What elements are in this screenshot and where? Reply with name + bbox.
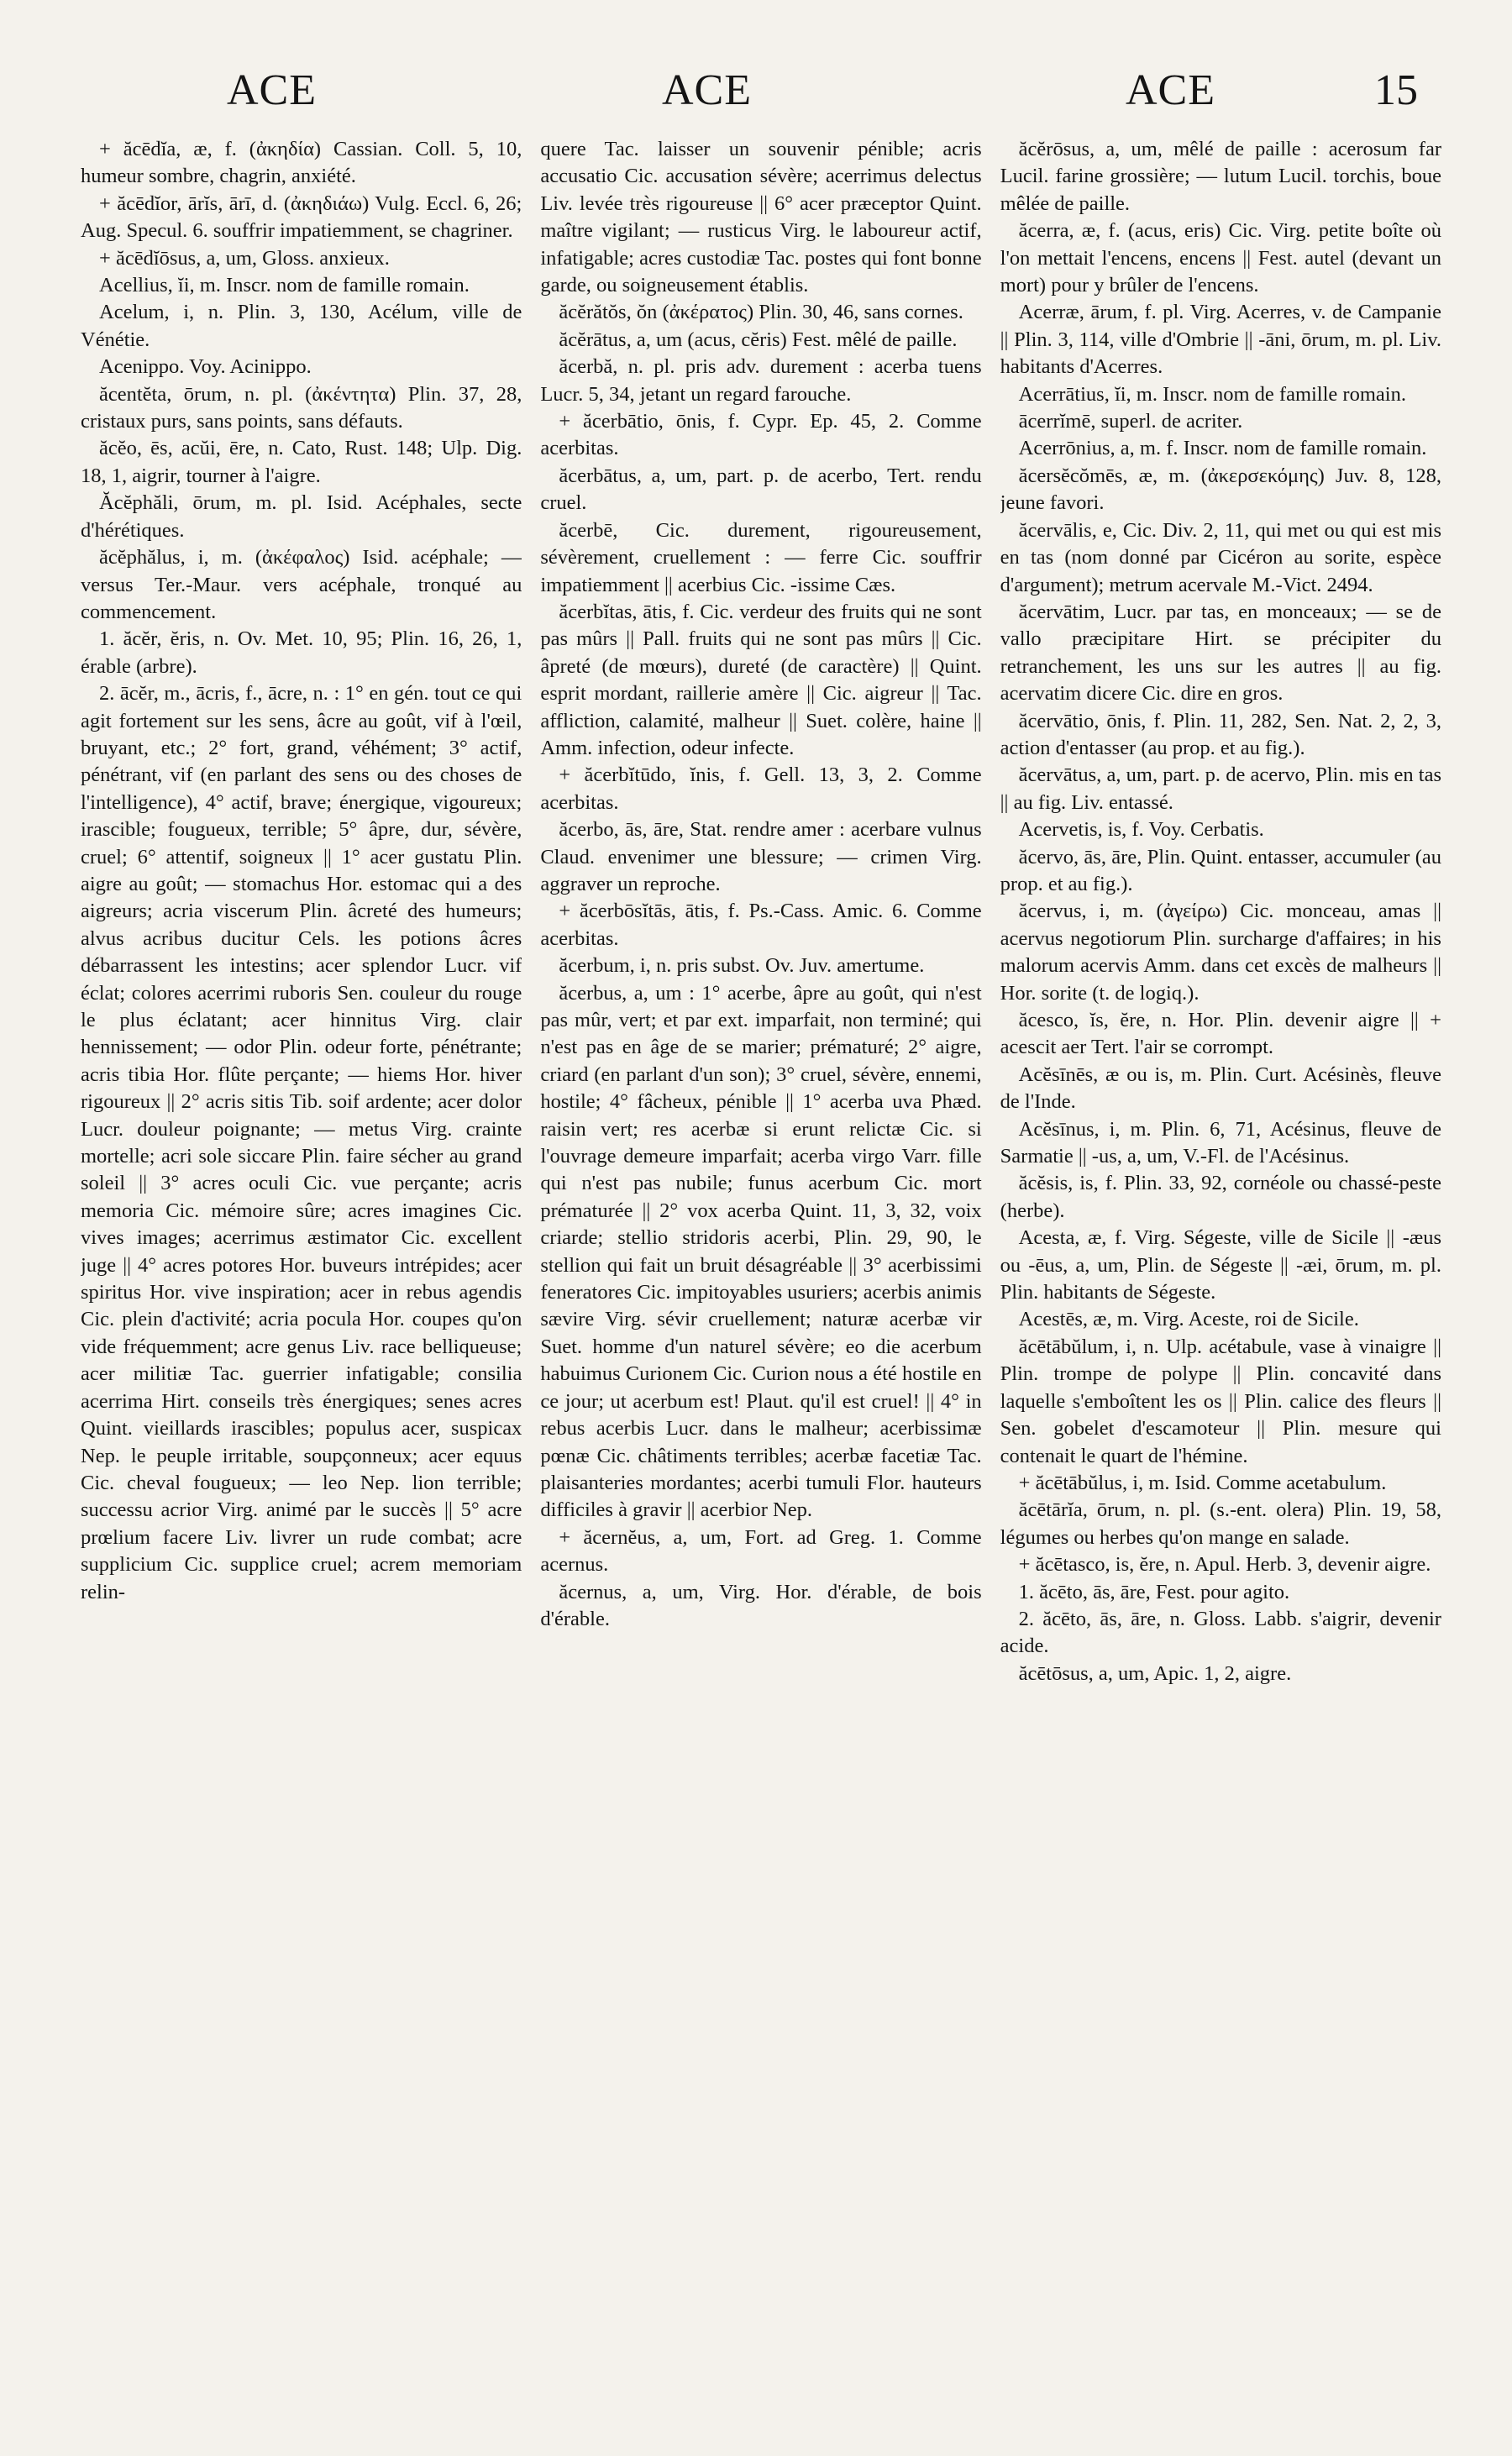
dictionary-entry: ăcernus, a, um, Virg. Hor. d'érable, de bois d'érable. bbox=[540, 1580, 982, 1630]
dictionary-entry: + ăcētābŭlus, i, m. Isid. Comme acetabulum. bbox=[1018, 1471, 1387, 1494]
dictionary-entry: 2. ācĕr, m., ācris, f., ācre, n. : 1° en gén. tout ce qui agit fortement sur les sens, âcre au goût, vif à l'œil, bruyant, etc.; 2° fort, grand, véhément; 3° actif, pénétrant, vif (en parlant des sens ou des choses de l'intelligence), 4° actif, brave; énergique, vigoureux; irascible; fougueux, terrible; 5° âpre, dur, sévère, cruel; 6° attentif, soigneux || 1° acer gustatu Plin. aigre au goût; — stomachus Hor. estomac qui a des aigreurs; acria viscerum Plin. âcreté des humeurs; alvus acribus ducitur Cels. les potions âcres débarrassent les intestins; acer splendor Lucr. vif éclat; colores acerrimi ruboris Sen. couleur du rouge le plus éclatant; acer hinnitus Virg. clair hennissement; — odor Plin. odeur forte, pénétrante; acris tibia Hor. flûte perçante; — hiems Hor. hiver rigoureux || 2° acris sitis Tib. soif ardente; acer dolor Lucr. douleur poignante; — metus Virg. crainte mortelle; acri sole siccare Plin. faire sécher au grand soleil || 3° acres oculi Cic. vue perçante; acris memoria Cic. mémoire sûre; acres imagines Cic. vives images; acerrimus æstimator Cic. excellent juge || 4° acres potores Hor. buveurs intrépides; acer spiritus Hor. vive inspiration; acer in rebus agendis Cic. plein d'activité; acria pocula Hor. coupes qu'on vide fréquemment; acre genus Liv. race belliqueuse; acer militiæ Tac. guerrier infatigable; consilia acerrima Hirt. conseils très énergiques; senes acres Quint. vieillards irascibles; populus acer, suspicax Nep. le peuple irritable, soupçonneux; acer equus Cic. cheval fougueux; — leo Nep. lion terrible; successu acrior Virg. animé par le succès || 5° acre prœlium facere Liv. livrer un rude combat; acre supplicium Cic. supplice cruel; acrem memoriam relin- bbox=[81, 682, 522, 1603]
dictionary-entry: ăcētābŭlum, i, n. Ulp. acétabule, vase à vinaigre || Plin. trompe de polype || Plin. concavité dans laquelle s'emboîtent les os || Plin. calice des fleurs || Sen. gobelet d'escamoteur || Plin. mesure qui contenait le quart de l'hémine. bbox=[1000, 1335, 1441, 1467]
dictionary-entry: ăcĕrōsus, a, um, mêlé de paille : acerosum far Lucil. farine grossière; — lutum Lucil. torchis, boue mêlée de paille. bbox=[1000, 138, 1441, 215]
dictionary-entry: ăcervus, i, m. (ἀγείρω) Cic. monceau, amas || acervus negotiorum Plin. surcharge d'affaires; in his malorum acervis Amm. dans cet excès de malheurs || Hor. sorite (t. de logiq.). bbox=[1000, 900, 1441, 1005]
dictionary-entry: ăcervo, ās, āre, Plin. Quint. entasser, accumuler (au prop. et au fig.). bbox=[1000, 845, 1441, 895]
dictionary-entry: Acĕsīnēs, æ ou is, m. Plin. Curt. Acésinès, fleuve de l'Inde. bbox=[1000, 1063, 1441, 1114]
dictionary-entry: + ăcēdĭor, ārĭs, ārī, d. (ἀκηδιάω) Vulg. Eccl. 6, 26; Aug. Specul. 6. souffrir impatiemment, se chagriner. bbox=[81, 192, 522, 243]
dictionary-entry: + ăcētasco, is, ĕre, n. Apul. Herb. 3, devenir aigre. bbox=[1018, 1553, 1431, 1577]
dictionary-columns bbox=[81, 136, 1441, 2438]
dictionary-entry: Acesta, æ, f. Virg. Ségeste, ville de Sicile || -æus ou -ēus, a, um, Plin. de Ségeste || -æi, ōrum, m. pl. Plin. habitants de Ségeste. bbox=[1000, 1226, 1441, 1304]
dictionary-entry: 1. ăcĕr, ĕris, n. Ov. Met. 10, 95; Plin. 16, 26, 1, érable (arbre). bbox=[81, 627, 522, 678]
dictionary-entry: ăcerbo, ās, āre, Stat. rendre amer : acerbare vulnus Claud. envenimer une blessure; — crimen Virg. aggraver un reproche. bbox=[540, 818, 982, 895]
dictionary-entry: + ăcernĕus, a, um, Fort. ad Greg. 1. Comme acernus. bbox=[540, 1525, 982, 1577]
dictionary-entry: ăcervātim, Lucr. par tas, en monceaux; — se de vallo præcipitare Hirt. se précipiter du retranchement, les uns sur les autres || au fig. acervatim dicere Cic. dire en gros. bbox=[1000, 600, 1441, 706]
dictionary-entry: ăcervātus, a, um, part. p. de acervo, Plin. mis en tas || au fig. Liv. entassé. bbox=[1000, 764, 1441, 814]
dictionary-entry: Acestēs, æ, m. Virg. Aceste, roi de Sicile. bbox=[1018, 1308, 1359, 1331]
dictionary-entry: Acerrātius, ĭi, m. Inscr. nom de famille romain. bbox=[1018, 382, 1406, 406]
dictionary-entry: ăcerbus, a, um : 1° acerbe, âpre au goût, qui n'est pas mûr, vert; et par ext. imparfait, non terminé; qui n'est pas en âge de se marier; prématuré; 2° aigre, criard (en parlant d'un son); 3° cruel, sévère, ennemi, hostile; 4° fâcheux, pénible || 1° acerba uva Phæd. raisin vert; res acerbæ si erunt relictæ Cic. si l'ouvrage demeure imparfait; acerba virgo Varr. fille qui n'est pas nubile; funus acerbum Cic. mort prématurée || 2° vox acerba Quint. 11, 3, 32, voix criarde; stellio stridoris acerbi, Plin. 29, 90, le stellion qui fait un bruit désagréable || 3° acerbissimi feneratores Cic. impitoyables usuriers; acerbis animis sævire Virg. sévir cruellement; naturæ acerbæ vir Suet. homme d'un naturel sévère; eo die acerbum habuimus Curionem Cic. Curion nous a été hostile en ce jour; ut acerbum est! Plaut. qu'il est cruel! || 4° in rebus acerbis Lucr. dans le malheur; acerbissimæ pœnæ Cic. châtiments terribles; acerbæ facetiæ Tac. plaisanteries mordantes; acerbi tumuli Flor. hauteurs difficiles à gravir || acerbior Nep. bbox=[540, 981, 982, 1522]
dictionary-entry: + ăcēdĭōsus, a, um, Gloss. anxieux. bbox=[99, 246, 390, 270]
dictionary-entry: 1. ăcēto, ās, āre, Fest. pour agito. bbox=[1018, 1580, 1290, 1603]
dictionary-entry: ācerrĭmē, superl. de acriter. bbox=[1018, 410, 1243, 433]
dictionary-entry: ăcētārĭa, ōrum, n. pl. (s.-ent. olera) Plin. 19, 58, légumes ou herbes qu'on mange en salade. bbox=[1000, 1498, 1441, 1549]
dictionary-entry: + ăcerbĭtūdo, ĭnis, f. Gell. 13, 3, 2. Comme acerbitas. bbox=[540, 764, 982, 814]
dictionary-entry: ăcerbum, i, n. pris subst. Ov. Juv. amertume. bbox=[559, 954, 925, 978]
dictionary-entry: Acerræ, ārum, f. pl. Virg. Acerres, v. de Campanie || Plin. 3, 114, ville d'Ombrie || -āni, ōrum, m. pl. Liv. habitants d'Acerres. bbox=[1000, 301, 1441, 379]
dictionary-entry: + ăcēdĭa, æ, f. (ἀκηδία) Cassian. Coll. 5, 10, humeur sombre, chagrin, anxiété. bbox=[81, 138, 522, 188]
dictionary-entry: Acelum, i, n. Plin. 3, 130, Acélum, ville de Vénétie. bbox=[81, 301, 522, 351]
dictionary-entry: ăcerbă, n. pl. pris adv. durement : acerba tuens Lucr. 5, 34, jetant un regard farouche. bbox=[540, 355, 982, 406]
dictionary-entry: ăcĕrātus, a, um (acus, cĕris) Fest. mêlé de paille. bbox=[559, 328, 958, 351]
dictionary-entry: Acervetis, is, f. Voy. Cerbatis. bbox=[1018, 818, 1264, 842]
dictionary-entry: Acĕsīnus, i, m. Plin. 6, 71, Acésinus, fleuve de Sarmatie || -us, a, um, V.-Fl. de l'Acésinus. bbox=[1000, 1117, 1441, 1168]
dictionary-entry: Ăcĕphăli, ōrum, m. pl. Isid. Acéphales, secte d'hérétiques. bbox=[81, 491, 522, 542]
dictionary-entry: ăcĕphălus, i, m. (ἀκέφαλος) Isid. acéphale; — versus Ter.-Maur. vers acéphale, tronqué au commencement. bbox=[81, 546, 522, 623]
running-headword-center: ACE bbox=[662, 66, 752, 114]
dictionary-entry: 2. ăcēto, ās, āre, n. Gloss. Labb. s'aigrir, devenir acide. bbox=[1000, 1607, 1441, 1658]
dictionary-entry: Acerrōnius, a, m. f. Inscr. nom de famille romain. bbox=[1018, 437, 1427, 460]
dictionary-entry: ăcerbĭtas, ātis, f. Cic. verdeur des fruits qui ne sont pas mûrs || Pall. fruits qui ne sont pas mûrs || Cic. âpreté (de mœurs), dureté (de caractère) || Quint. esprit mordant, raillerie amère || Cic. aigreur || Tac. affliction, calamité, malheur || Suet. colère, haine || Amm. infection, odeur infecte. bbox=[540, 600, 982, 759]
dictionary-entry: ăcesco, ĭs, ĕre, n. Hor. Plin. devenir aigre || + acescit aer Tert. l'air se corrompt. bbox=[1000, 1009, 1441, 1059]
dictionary-entry: Acellius, ĭi, m. Inscr. nom de famille romain. bbox=[99, 274, 470, 297]
dictionary-entry: ăcervālis, e, Cic. Div. 2, 11, qui met ou qui est mis en tas (nom donné par Cicéron au sorite, espèce d'argument); metrum acervale M.-Vict. 2494. bbox=[1000, 518, 1441, 596]
dictionary-entry: ăcĕsis, is, f. Plin. 33, 92, cornéole ou chassé-peste (herbe). bbox=[1000, 1172, 1441, 1222]
dictionary-entry: ăcĕrătŏs, ŏn (ἀκέρατος) Plin. 30, 46, sans cornes. bbox=[559, 301, 963, 324]
dictionary-entry: ăcĕo, ēs, acŭi, ēre, n. Cato, Rust. 148; Ulp. Dig. 18, 1, aigrir, tourner à l'aigre. bbox=[81, 437, 522, 487]
dictionary-entry: ăcerra, æ, f. (acus, eris) Cic. Virg. petite boîte où l'on mettait l'encens, encens || Fest. autel (devant un mort) pour y brûler de l'encens. bbox=[1000, 219, 1441, 297]
dictionary-entry: ăcentĕta, ōrum, n. pl. (ἀκέντητα) Plin. 37, 28, cristaux purs, sans points, sans défauts. bbox=[81, 382, 522, 433]
dictionary-entry: + ăcerbōsĭtās, ātis, f. Ps.-Cass. Amic. 6. Comme acerbitas. bbox=[540, 900, 982, 950]
column-middle bbox=[540, 136, 981, 2438]
dictionary-entry: quere Tac. laisser un souvenir pénible; acris accusatio Cic. accusation sévère; acerrimus delectus Liv. levée très rigoureuse || 6° acer præceptor Quint. maître vigilant; — rusticus Virg. le laboureur actif, infatigable; acres custodiæ Tac. postes qui font bonne garde, ou soigneusement établis. bbox=[540, 138, 982, 297]
running-header bbox=[0, 66, 1512, 133]
dictionary-entry: ăcerbātus, a, um, part. p. de acerbo, Tert. rendu cruel. bbox=[540, 464, 982, 515]
column-right bbox=[1000, 136, 1441, 2438]
running-headword-right: ACE bbox=[1126, 66, 1215, 114]
dictionary-entry: ăcerbē, Cic. durement, rigoureusement, sévèrement, cruellement : — ferre Cic. souffrir impatiemment || acerbius Cic. -issime Cæs. bbox=[540, 518, 982, 596]
dictionary-entry: ăcervātio, ōnis, f. Plin. 11, 282, Sen. Nat. 2, 2, 3, action d'entasser (au prop. et au fig.). bbox=[1000, 709, 1441, 759]
column-left bbox=[81, 136, 522, 2438]
dictionary-entry: ăcersĕcŏmēs, æ, m. (ἀκερσεκόμης) Juv. 8, 128, jeune favori. bbox=[1000, 464, 1441, 515]
running-headword-left: ACE bbox=[227, 66, 317, 114]
page-number: 15 bbox=[1374, 66, 1418, 114]
dictionary-entry: ăcētōsus, a, um, Apic. 1, 2, aigre. bbox=[1018, 1661, 1292, 1685]
dictionary-entry: Acenippo. Voy. Acinippo. bbox=[99, 355, 312, 379]
dictionary-entry: + ăcerbātio, ōnis, f. Cypr. Ep. 45, 2. Comme acerbitas. bbox=[540, 410, 982, 460]
